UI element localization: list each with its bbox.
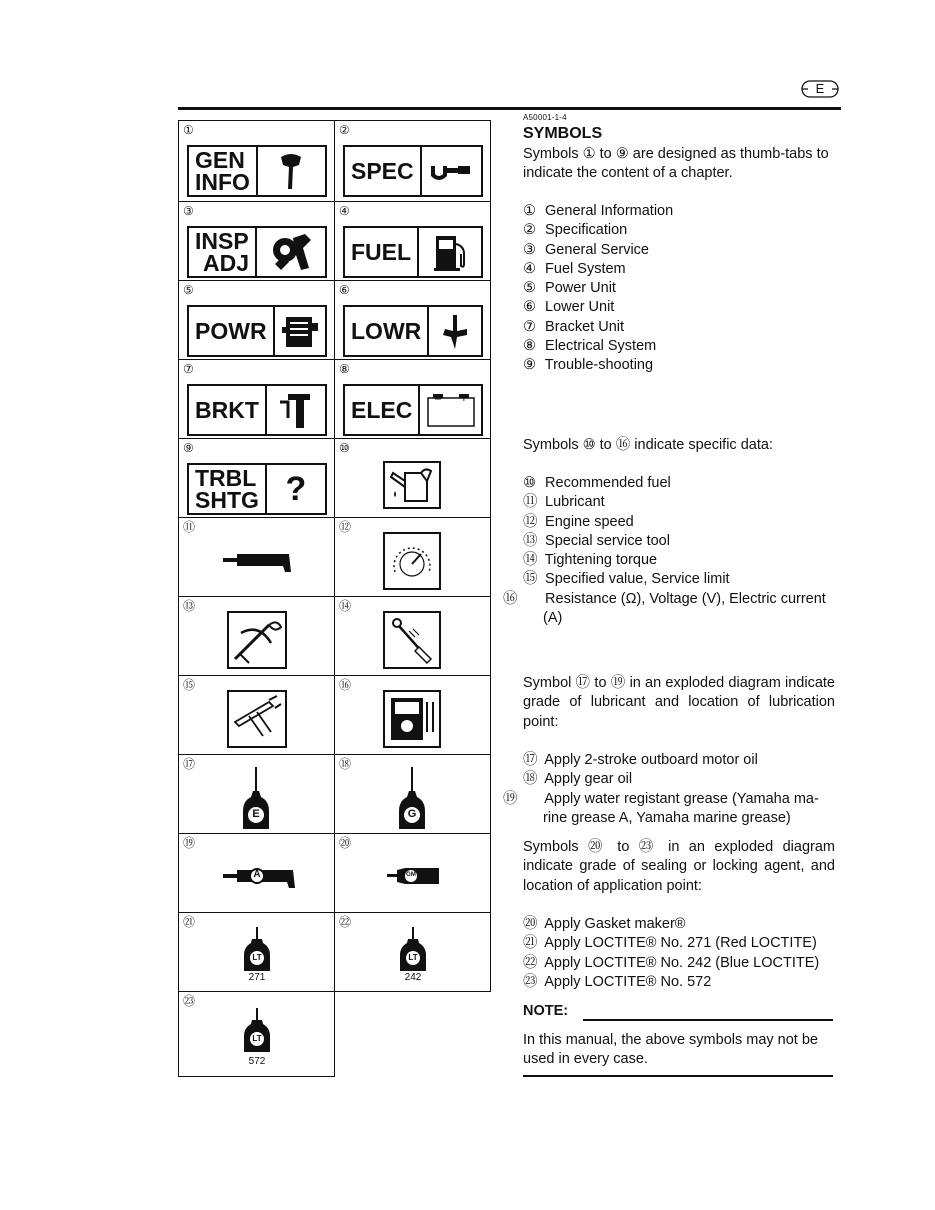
symbol-cell-water-grease [178, 833, 335, 913]
oil-grade-g-label: G [407, 808, 417, 820]
spec-label: SPEC [351, 158, 414, 184]
insp-adj-tab [187, 226, 327, 278]
intro-specific-data: Symbols ⑩ to ⑯ indicate specific data: [523, 437, 773, 453]
loctite-number-271: 271 [248, 972, 266, 983]
list-item: ⑮ Specified value, Service limit [523, 571, 730, 588]
doc-code: A50001-1-4 [523, 113, 567, 122]
outboard-motor-icon [269, 149, 313, 193]
chapter-list [523, 202, 838, 376]
symbol-number: ⑲ [183, 836, 196, 850]
symbol-cell-fuel [334, 201, 491, 281]
spec-tab [343, 145, 483, 197]
note-bottom-rule [523, 1075, 833, 1077]
symbol-number: ② [339, 123, 350, 137]
bracket-icon [274, 388, 318, 432]
header-rule [178, 107, 841, 110]
shtg-label: SHTG [195, 487, 259, 513]
oil-can-e-icon [241, 765, 271, 831]
symbol-cell-trbl-shtg [178, 438, 335, 518]
list-item: ⑲ Apply water registant grease (Yamaha ma-rine grease A, Yamaha marine grease) [503, 790, 819, 826]
info-label: INFO [195, 169, 250, 195]
loctite-bottle-572-icon [242, 1006, 272, 1054]
wrench-spec-icon [427, 156, 475, 186]
symbol-number: ⑫ [339, 520, 352, 534]
torque-wrench-icon [385, 613, 439, 667]
symbol-number: ㉒ [339, 915, 352, 929]
lowr-label: LOWR [351, 318, 422, 344]
elec-tab [343, 384, 483, 436]
symbol-number: ⑯ [339, 678, 352, 692]
symbol-number: ⑨ [183, 441, 194, 455]
adj-label: ADJ [203, 250, 250, 276]
fuel-can-icon [385, 463, 439, 507]
intro-lubricant: Symbol ⑰ to ⑲ in an exploded diagram indicate grade of lubricant and location of lubrication point: [523, 675, 835, 730]
symbol-cell-insp-adj [178, 201, 335, 281]
torque-box [383, 611, 441, 669]
oil-can-g-icon [397, 765, 427, 831]
oil-grade-e-label: E [252, 808, 260, 820]
symbol-number: ⑦ [183, 362, 194, 376]
powr-label: POWR [195, 318, 267, 344]
language-badge [801, 80, 839, 98]
list-item: ㉒ Apply LOCTITE® No. 242 (Blue LOCTITE) [523, 954, 820, 971]
loctite-label-271: LT [252, 953, 262, 962]
battery-minus-label: − [434, 392, 442, 406]
fuel-can-box [383, 461, 441, 509]
symbol-number: ⑬ [183, 599, 196, 613]
symbol-cell-spec [334, 120, 491, 202]
gasket-gm-label: GM [406, 872, 416, 878]
list-item: ④ Fuel System [523, 260, 626, 277]
symbol-cell-brkt [178, 359, 335, 439]
trbl-label: TRBL [195, 465, 257, 491]
symbol-cell-engine-speed [334, 517, 491, 597]
symbol-cell-lubricant [178, 517, 335, 597]
symbol-number: ⑥ [339, 283, 350, 297]
list-item: ⑧ Electrical System [523, 338, 657, 355]
symbol-cell-loctite-242 [334, 912, 491, 992]
symbol-number: ⑮ [183, 678, 196, 692]
list-item: ㉓ Apply LOCTITE® No. 572 [523, 973, 712, 990]
brkt-label: BRKT [195, 397, 259, 423]
list-item: ⑱ Apply gear oil [523, 771, 633, 788]
section-title: SYMBOLS [523, 125, 603, 142]
symbol-number: ① [183, 123, 194, 137]
symbol-number: ⑪ [183, 520, 196, 534]
loctite-label-242: LT [408, 953, 418, 962]
sealing-list [523, 915, 838, 992]
list-item: ⑬ Special service tool [523, 532, 670, 549]
symbol-cell-fuel-can [334, 438, 491, 518]
list-item: ⑩ Recommended fuel [523, 475, 671, 491]
symbol-number: ㉑ [183, 915, 196, 929]
symbol-cell-elec [334, 359, 491, 439]
symbol-cell-gear-oil [334, 754, 491, 834]
insp-label: INSP [195, 228, 249, 254]
note-rule [583, 1019, 833, 1021]
lowr-tab [343, 305, 483, 357]
tachometer-icon [385, 534, 439, 588]
symbol-cell-specified-value [178, 675, 335, 755]
symbol-number: ⑩ [339, 441, 350, 455]
symbol-cell-torque [334, 596, 491, 676]
symbol-cell-gasket-maker [334, 833, 491, 913]
engine-icon [278, 311, 322, 351]
loctite-label-572: LT [252, 1034, 262, 1043]
gen-info-tab [187, 145, 327, 197]
symbol-number: ③ [183, 204, 194, 218]
elec-label: ELEC [351, 397, 413, 423]
lower-unit-icon [433, 309, 477, 353]
intro-sealing: Symbols ⑳ to ㉓ in an exploded diagram indicate grade of sealing or locking agent, and location of application point: [523, 839, 835, 894]
list-item: ⑭ Tightening torque [523, 552, 658, 569]
intro-thumb-tabs: Symbols ① to ⑨ are designed as thumb-tabs to indicate the content of a chapter. [523, 146, 829, 182]
brkt-tab [187, 384, 327, 436]
symbol-number: ⑳ [339, 836, 352, 850]
note-text: In this manual, the above symbols may not be used in every case. [523, 1032, 818, 1068]
symbol-number: ⑧ [339, 362, 350, 376]
symbol-cell-loctite-572 [178, 991, 335, 1077]
grease-gun-icon [219, 548, 299, 576]
loctite-bottle-271-icon [242, 925, 272, 973]
symbol-cell-gen-info [178, 120, 335, 202]
symbol-number: ⑱ [339, 757, 352, 771]
list-item: ⑦ Bracket Unit [523, 318, 625, 335]
symbol-cell-resistance [334, 675, 491, 755]
multimeter-box [383, 690, 441, 748]
powr-tab [187, 305, 327, 357]
list-item: ⑯ Resistance (Ω), Voltage (V), Electric current (A) [503, 590, 826, 627]
wrenches-icon [267, 230, 315, 274]
loctite-number-572: 572 [248, 1056, 266, 1067]
loctite-bottle-242-icon [398, 925, 428, 973]
tachometer-box [383, 532, 441, 590]
symbol-number: ⑭ [339, 599, 352, 613]
list-item: ⑰ Apply 2-stroke outboard motor oil [523, 752, 758, 768]
note-label: NOTE: [523, 1003, 569, 1019]
caliper-icon [229, 692, 285, 746]
list-item: ① General Information [523, 203, 674, 219]
list-item: ㉑ Apply LOCTITE® No. 271 (Red LOCTITE) [523, 935, 817, 952]
list-item: ⑤ Power Unit [523, 280, 616, 297]
battery-icon [425, 390, 477, 430]
language-badge-label: E [815, 81, 825, 96]
symbol-cell-service-tool [178, 596, 335, 676]
symbol-number: ⑰ [183, 757, 196, 771]
symbol-cell-2stroke-oil [178, 754, 335, 834]
symbol-number: ㉓ [183, 994, 196, 1008]
fuel-label: FUEL [351, 239, 412, 265]
symbol-number: ⑤ [183, 283, 194, 297]
list-item: ⑳ Apply Gasket maker® [523, 916, 686, 932]
data-symbol-list [503, 474, 838, 628]
multimeter-icon [385, 692, 439, 746]
list-item: ⑪ Lubricant [523, 494, 605, 511]
symbol-cell-loctite-271 [178, 912, 335, 992]
loctite-number-242: 242 [404, 972, 422, 983]
symbol-cell-lowr [334, 280, 491, 360]
list-item: ⑨ Trouble-shooting [523, 357, 654, 374]
gen-label: GEN [195, 147, 245, 173]
grease-grade-a-label: A [253, 869, 261, 880]
service-tool-box [227, 611, 287, 669]
battery-plus-label: + [460, 391, 468, 405]
caliper-box [227, 690, 287, 748]
fuel-tab [343, 226, 483, 278]
list-item: ③ General Service [523, 241, 649, 258]
symbol-number: ④ [339, 204, 350, 218]
list-item: ⑥ Lower Unit [523, 299, 615, 316]
fuel-pump-icon [428, 230, 472, 274]
question-mark-icon: ? [285, 469, 307, 508]
lubricant-list [503, 751, 838, 828]
list-item: ⑫ Engine speed [523, 513, 634, 530]
symbol-cell-powr [178, 280, 335, 360]
list-item: ② Specification [523, 222, 628, 239]
special-service-tool-icon [229, 613, 285, 667]
trbl-shtg-tab [187, 463, 327, 515]
